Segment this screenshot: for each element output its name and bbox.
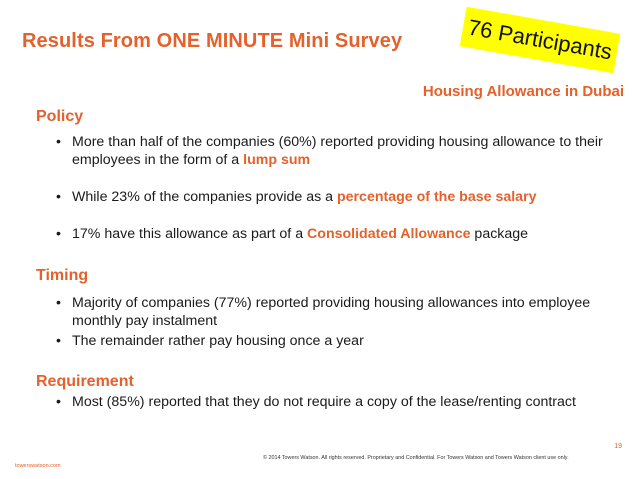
slide-title: Results From ONE MINUTE Mini Survey — [22, 30, 403, 52]
participants-label: 76 Participants — [466, 14, 614, 65]
page-number: 19 — [614, 443, 622, 450]
requirement-heading: Requirement — [36, 373, 134, 390]
policy-bullet-lump-sum — [56, 133, 616, 169]
policy-b1-text: More than half of the companies (60%) reported providing housing allowance to their employees in the form of a — [72, 134, 603, 168]
participants-sticker — [460, 7, 621, 73]
copyright-notice: © 2014 Towers Watson. All rights reserved. Proprietary and Confidential. For Towers Watson and Towers Watson client use only. — [263, 455, 569, 461]
policy-b3-highlight: Consolidated Allowance — [307, 226, 471, 242]
policy-b3-tail: package — [470, 226, 529, 242]
policy-bullet-percentage — [56, 188, 616, 206]
website-link[interactable]: towerswatson.com — [15, 463, 61, 469]
slide-subtitle: Housing Allowance in Dubai — [422, 83, 624, 100]
timing-list — [56, 294, 616, 350]
policy-b3-text: 17% have this allowance as part of a — [72, 226, 308, 242]
policy-list — [56, 133, 616, 243]
timing-bullet-monthly: • Majority of companies (77%) reported providing housing allowances into employee monthly pay instalment — [56, 294, 616, 330]
timing-heading: Timing — [36, 267, 89, 284]
policy-b1-highlight: lump sum — [243, 152, 311, 168]
requirement-list — [56, 393, 616, 411]
requirement-bullet-lease: • Most (85%) reported that they do not require a copy of the lease/renting contract — [56, 393, 616, 411]
policy-bullet-consolidated — [56, 225, 616, 243]
policy-b2-highlight: percentage of the base salary — [336, 189, 537, 205]
policy-b2-text: While 23% of the companies provide as a — [72, 189, 337, 205]
timing-bullet-yearly: • The remainder rather pay housing once a year — [56, 332, 616, 350]
policy-heading: Policy — [36, 108, 84, 125]
